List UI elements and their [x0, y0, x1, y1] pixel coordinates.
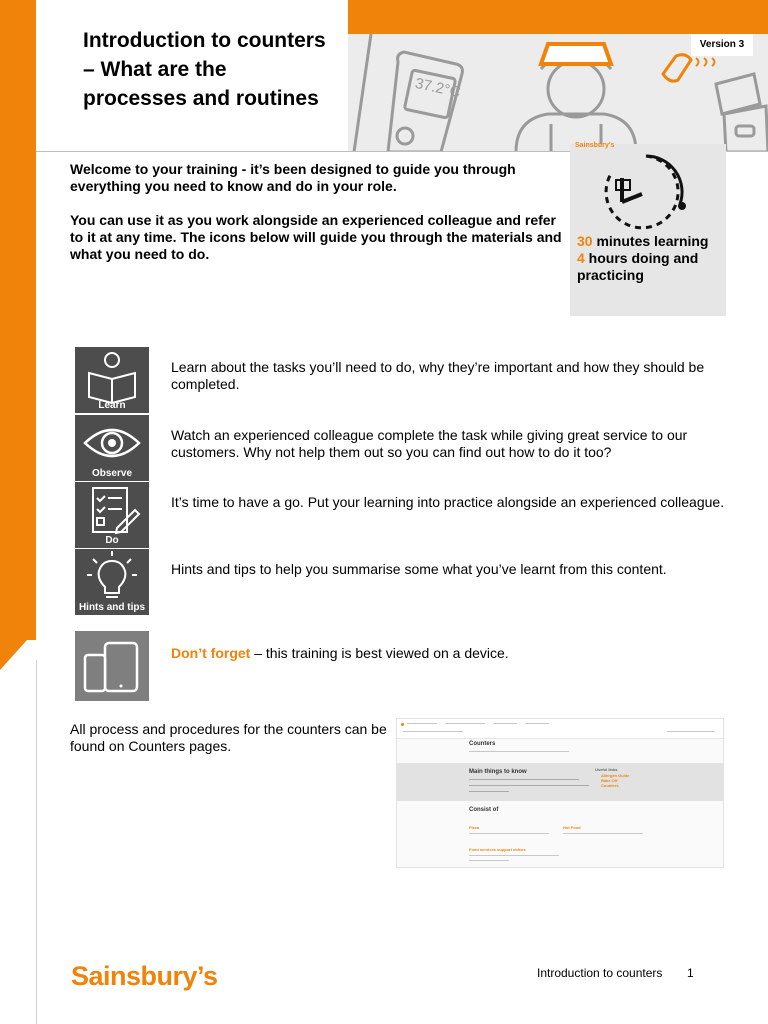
footer-page-number: 1 [687, 966, 694, 980]
screenshot-link-counters[interactable]: Counters [601, 783, 619, 788]
screenshot-section-2: Consist of [469, 807, 499, 813]
screenshot-link-hot-food[interactable]: Hot Food [563, 825, 581, 830]
hints-tile [75, 549, 149, 615]
mini-brand-label: Sainsbury's [575, 142, 615, 149]
version-badge: Version 3 [691, 34, 753, 56]
observe-tile [75, 415, 149, 481]
thermometer-reading: 37.2°C [413, 74, 463, 102]
learn-description: Learn about the tasks you’ll need to do, why they’re important and how they should be completed. [171, 359, 705, 392]
time-estimate-panel [570, 144, 726, 316]
left-edge-line [36, 660, 37, 1024]
page-title: Introduction to counters – What are the processes and routines [83, 29, 326, 110]
procedures-text: All process and procedures for the counters can be found on Counters pages. [70, 721, 387, 754]
screenshot-link-pizza[interactable]: Pizza [469, 825, 480, 830]
counters-page-screenshot [396, 718, 724, 868]
screenshot-highlight-band [397, 763, 724, 801]
screenshot-navbar [397, 719, 724, 739]
devices-icon [75, 631, 149, 701]
do-label: Do [105, 535, 119, 546]
sainsburys-logo: Sainsbury’s [71, 961, 218, 991]
hints-description: Hints and tips to help you summarise some what you’ve learnt from this content. [171, 561, 667, 577]
screenshot-links-heading: Useful links [595, 767, 618, 772]
left-band-lower [0, 640, 36, 1024]
learn-label: Learn [98, 400, 126, 411]
footer-doc-title: Introduction to counters [537, 966, 663, 980]
dont-forget-label: Don’t forget [171, 645, 251, 661]
screenshot-title: Counters [469, 741, 496, 747]
screenshot-section-1: Main things to know [469, 769, 527, 775]
learning-label: minutes learning [592, 233, 709, 249]
do-tile [75, 482, 149, 548]
time-estimate-text [577, 233, 723, 284]
dont-forget-text: – this training is best viewed on a device. [250, 645, 509, 661]
device-tile [75, 631, 149, 701]
observe-description: Watch an experienced colleague complete the task while giving great service to our customers. Why not help them out so you can find out how to do it too? [171, 427, 688, 460]
learn-tile [75, 347, 149, 413]
doing-label: hours doing and practicing [577, 250, 699, 283]
learning-minutes: 30 [577, 233, 593, 249]
intro-paragraph-2: You can use it as you work alongside an experienced colleague and refer to it at any time. The icons below will guide you through the materials and what you need to do. [70, 212, 562, 262]
hints-label: Hints and tips [78, 602, 146, 613]
left-band-corner [0, 630, 36, 670]
intro-paragraph-1: Welcome to your training - it’s been designed to guide you through everything you need to know and do in your role. [70, 161, 516, 194]
clock-icon [598, 150, 690, 232]
do-description: It’s time to have a go. Put your learning into practice alongside an experienced colleague. [171, 494, 725, 510]
dont-forget-note [171, 645, 509, 662]
observe-label: Observe [91, 468, 133, 479]
screenshot-link-allergen[interactable]: Allergen Guide [601, 773, 630, 778]
doing-hours: 4 [577, 250, 585, 266]
screenshot-link-bakeoff[interactable]: Bake Off [601, 778, 618, 783]
screenshot-link-videos[interactable]: Food services support videos [469, 847, 526, 852]
